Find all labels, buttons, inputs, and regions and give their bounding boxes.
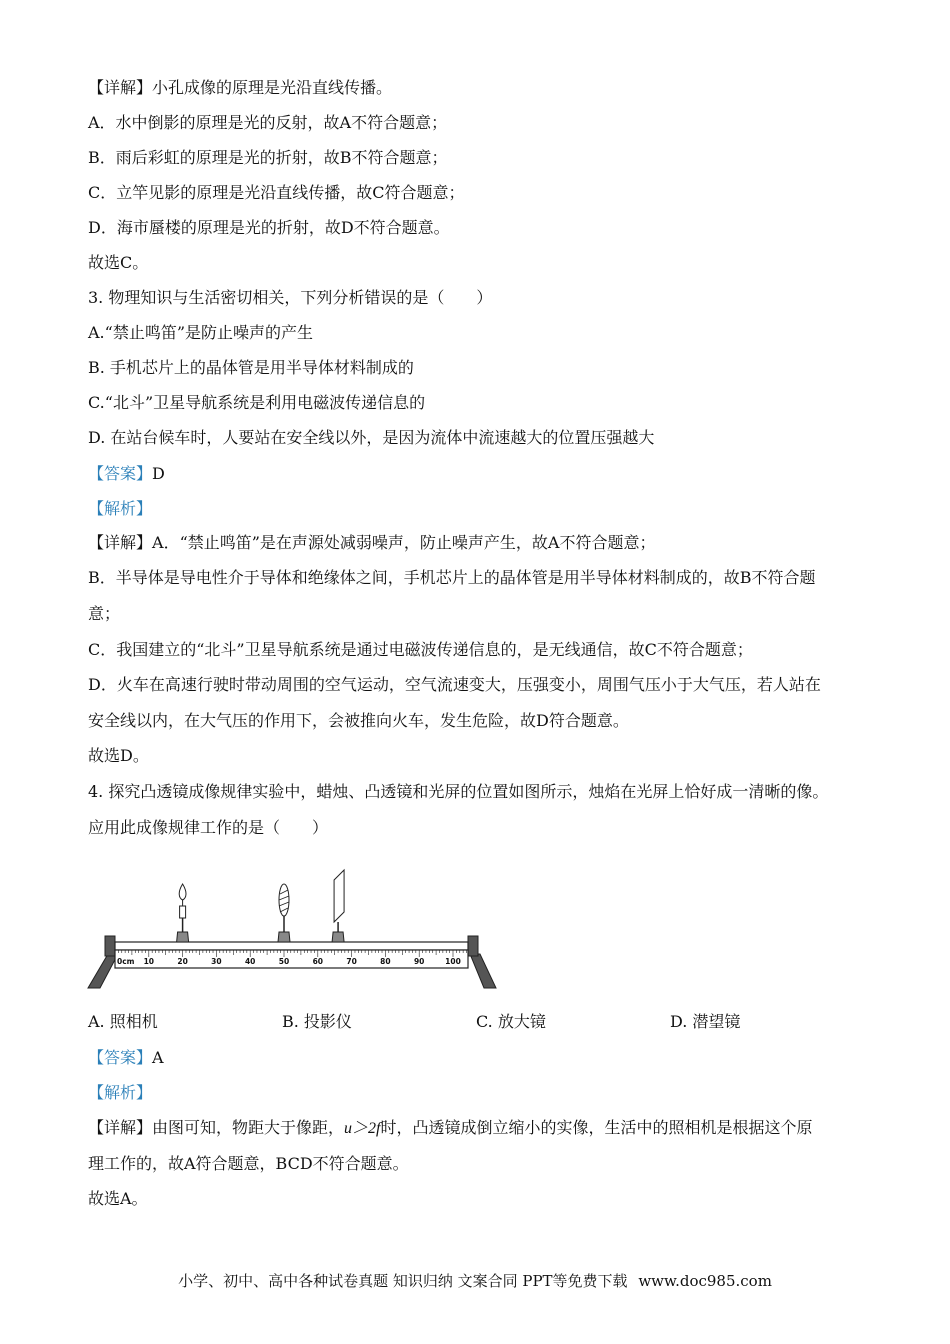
q4-answer-value: A	[152, 1048, 164, 1067]
q4-detail-line-2: 理工作的，故A符合题意，BCD不符合题意。	[88, 1154, 409, 1173]
q4-detail-tag: 【详解】	[88, 1118, 153, 1137]
q3-answer-tag: 【答案】	[88, 464, 153, 483]
q3-conclusion: 故选D。	[88, 746, 149, 765]
q4-answer	[88, 1048, 858, 1068]
scale-unit-label: 0cm	[117, 957, 135, 966]
q4-option-d: D. 潜望镜	[670, 1012, 741, 1031]
q4-stem-line-2: 应用此成像规律工作的是（ ）	[88, 818, 329, 837]
detail-conclusion: 故选C。	[88, 253, 149, 272]
q4-formula: u＞2f	[344, 1120, 381, 1137]
scale-label: 30	[211, 957, 222, 966]
q3-detail-line-5: D．火车在高速行驶时带动周围的空气运动，空气流速变大，压强变小，周围气压小于大气压，若人站在	[88, 675, 821, 694]
candle	[177, 884, 189, 942]
scale-label: 90	[413, 957, 425, 966]
q4-analysis-tag: 【解析】	[88, 1083, 153, 1102]
bench-right-leg	[470, 954, 496, 988]
q3-analysis-tag: 【解析】	[88, 499, 153, 518]
q3-analysis	[88, 499, 858, 519]
detail-item-a: A．水中倒影的原理是光的反射，故A不符合题意；	[88, 113, 448, 132]
footer-text: 小学、初中、高中各种试卷真题 知识归纳 文案合同 PPT等免费下载	[178, 1272, 628, 1290]
bench-right-end	[468, 936, 478, 956]
q4-answer-tag: 【答案】	[88, 1048, 153, 1067]
q3-detail-line-3: 意；	[88, 604, 121, 623]
detail-tag: 【详解】	[88, 78, 153, 97]
convex-lens	[278, 884, 290, 942]
bench-rail	[115, 942, 468, 950]
detail-item-d: D．海市蜃楼的原理是光的折射，故D不符合题意。	[88, 218, 450, 237]
q3-stem: 3. 物理知识与生活密切相关，下列分析错误的是（ ）	[88, 288, 493, 307]
scale-label: 60	[312, 957, 324, 966]
q3-detail-line-2: B．半导体是导电性介于导体和绝缘体之间，手机芯片上的晶体管是用半导体材料制成的，故B不符合题	[88, 568, 816, 587]
q4-detail-text-b: 时，凸透镜成倒立缩小的实像，生活中的照相机是根据这个原	[380, 1118, 813, 1137]
q3-detail-text-0: A．“禁止鸣笛”是在声源处减弱噪声，防止噪声产生，故A不符合题意；	[152, 533, 656, 552]
q3-detail-line-4: C．我国建立的“北斗”卫星导航系统是通过电磁波传递信息的，是无线通信，故C不符合题意；	[88, 640, 753, 659]
q3-answer-value: D	[152, 464, 165, 483]
scale-label: 40	[244, 957, 256, 966]
q3-option-b: B. 手机芯片上的晶体管是用半导体材料制成的	[88, 358, 414, 377]
scale-label: 100	[445, 957, 461, 966]
q3-option-c: C.“北斗”卫星导航系统是利用电磁波传递信息的	[88, 393, 426, 412]
footer-url[interactable]: www.doc985.com	[638, 1272, 772, 1290]
q4-option-b: B. 投影仪	[282, 1012, 352, 1031]
q4-detail-line-1	[88, 1118, 858, 1139]
q3-detail-tag: 【详解】	[88, 533, 153, 552]
bench-left-leg	[88, 954, 118, 988]
detail-item-c: C．立竿见影的原理是光沿直线传播，故C符合题意；	[88, 183, 465, 202]
q3-option-a: A.“禁止鸣笛”是防止噪声的产生	[88, 323, 314, 342]
q4-analysis	[88, 1083, 858, 1103]
scale-label: 50	[278, 957, 290, 966]
q3-detail-line-1	[88, 533, 858, 553]
scale-label: 20	[177, 957, 188, 966]
q4-option-c: C. 放大镜	[476, 1012, 546, 1031]
q3-answer	[88, 464, 858, 484]
detail-item-b: B．雨后彩虹的原理是光的折射，故B不符合题意；	[88, 148, 448, 167]
bench-left-end	[105, 936, 115, 956]
light-screen	[332, 870, 344, 942]
q4-conclusion: 故选A。	[88, 1189, 148, 1208]
detail-text: 小孔成像的原理是光沿直线传播。	[152, 78, 393, 97]
optical-bench-figure	[86, 850, 506, 995]
q3-detail-line-6: 安全线以内，在大气压的作用下，会被推向火车，发生危险，故D符合题意。	[88, 711, 629, 730]
q4-detail-text-a: 由图可知，物距大于像距，	[152, 1118, 345, 1137]
page-footer	[0, 1270, 950, 1291]
detail-heading	[88, 78, 858, 98]
q3-option-d: D. 在站台候车时，人要站在安全线以外，是因为流体中流速越大的位置压强越大	[88, 428, 655, 447]
q4-options	[88, 1012, 888, 1034]
q4-stem-line-1: 4. 探究凸透镜成像规律实验中，蜡烛、凸透镜和光屏的位置如图所示，烛焰在光屏上恰好成一清晰的像。	[88, 782, 829, 801]
scale-label: 10	[143, 957, 155, 966]
scale-label: 70	[346, 957, 357, 966]
scale-label: 80	[380, 957, 391, 966]
q4-option-a: A. 照相机	[88, 1012, 158, 1031]
